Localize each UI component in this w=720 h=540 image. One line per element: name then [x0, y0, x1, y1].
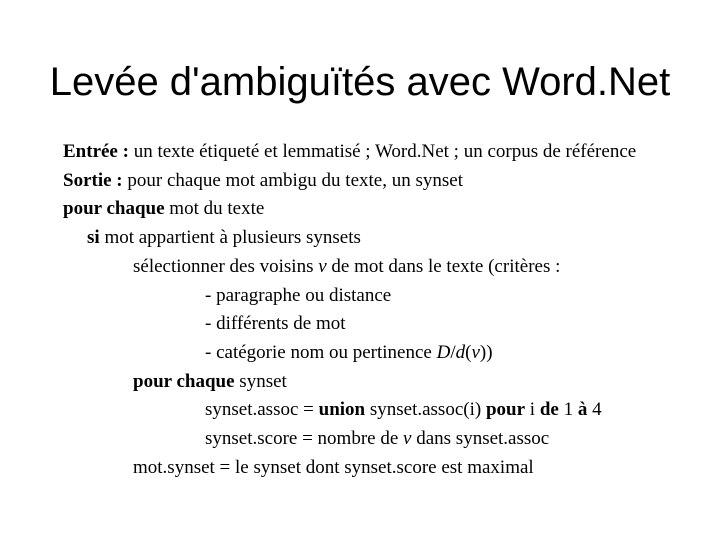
to-keyword: à [577, 399, 588, 420]
criterion-paren-close: )) [479, 342, 493, 363]
assoc-text: synset.assoc = [205, 399, 319, 420]
union-keyword: union [318, 399, 366, 420]
criterion-text: - catégorie nom ou pertinence [205, 342, 437, 363]
condition-keyword: si [87, 227, 100, 248]
select-text: sélectionner des voisins [133, 256, 319, 277]
final-assignment-line: mot.synset = le synset dont synset.score est maximal [133, 457, 534, 478]
input-text: un texte étiqueté et lemmatisé ; Word.Net ; un corpus de référence [128, 141, 637, 162]
score-text-end: dans synset.assoc [411, 428, 550, 449]
criterion-paren-open: ( [465, 342, 472, 363]
input-label: Entrée : [63, 141, 129, 162]
algorithm-input-line [63, 140, 636, 164]
criterion-line: - paragraphe ou distance [205, 285, 392, 306]
criterion-var-d: d [455, 342, 466, 363]
score-text: synset.score = nombre de [205, 428, 404, 449]
slide-title: Levée d'ambiguïtés avec Word.Net [49, 60, 671, 104]
assoc-line [205, 398, 602, 422]
output-label: Sortie : [63, 170, 123, 191]
outer-loop-keyword: pour chaque [63, 198, 165, 219]
inner-loop-keyword: pour chaque [133, 371, 235, 392]
criterion-line: - différents de mot [205, 313, 346, 334]
inner-loop-text: synset [234, 371, 287, 392]
criterion-line [205, 341, 493, 365]
criterion-var-v: v [471, 342, 480, 363]
score-variable: v [403, 428, 412, 449]
range-end: 4 [587, 399, 602, 420]
algorithm-output-line [63, 169, 463, 193]
condition-line [87, 226, 361, 250]
assoc-expression: synset.assoc(i) [365, 399, 486, 420]
inner-loop-line [133, 370, 287, 394]
outer-loop-text: mot du texte [164, 198, 265, 219]
criterion-var-D: D [436, 342, 451, 363]
select-neighbors-line [133, 255, 560, 279]
criterion-slash: / [450, 342, 456, 363]
select-text-end: de mot dans le texte (critères : [326, 256, 561, 277]
for-keyword: pour [485, 399, 526, 420]
score-line [205, 427, 549, 451]
output-text: pour chaque mot ambigu du texte, un synset [122, 170, 463, 191]
outer-loop-line [63, 197, 264, 221]
condition-text: mot appartient à plusieurs synsets [99, 227, 361, 248]
loop-variable: i [525, 399, 540, 420]
from-keyword: de [539, 399, 559, 420]
select-variable: v [318, 256, 327, 277]
range-start: 1 [558, 399, 578, 420]
